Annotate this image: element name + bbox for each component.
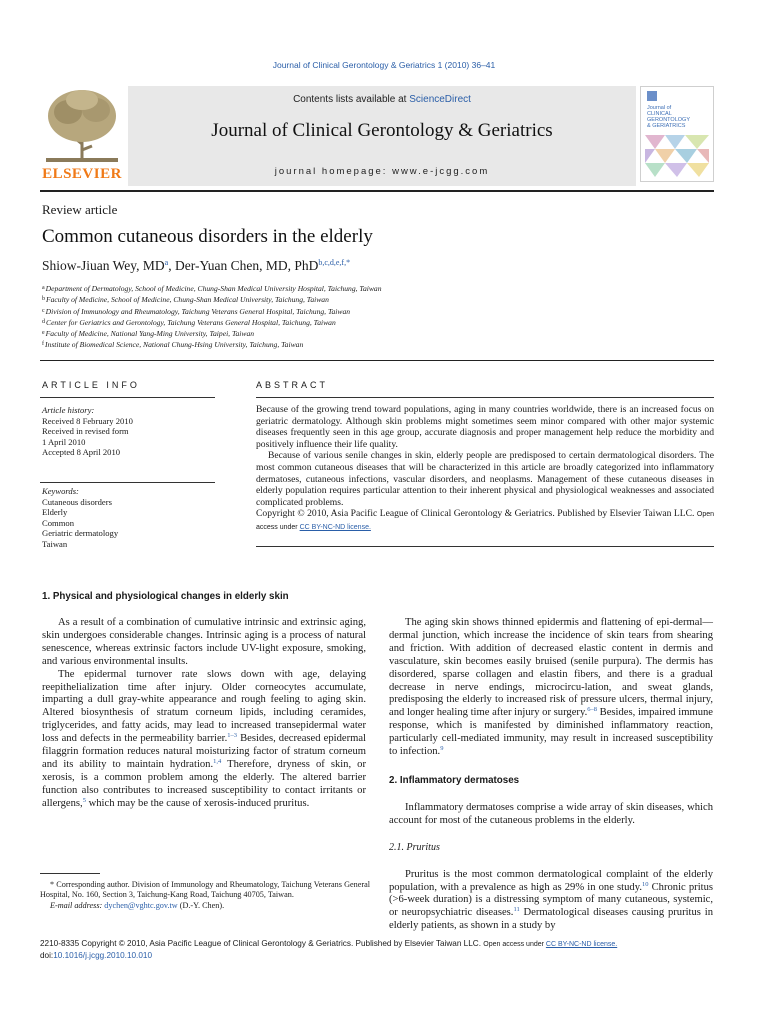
citation-ref[interactable]: 1–3 bbox=[227, 732, 238, 740]
publisher-name: ELSEVIER bbox=[42, 166, 122, 182]
affiliation-item: $^b$Faculty of Medicine, School of Medicine, Chung-Shan Medical University, Taichung, Taiwan bbox=[42, 295, 329, 305]
citation-ref[interactable]: 1,4 bbox=[213, 757, 222, 765]
body-paragraph: The aging skin shows thinned epidermis and flattening of epi-dermal—dermal junction, which increase the incidence of skin tears from shearing and friction. With addition of decreased elastic content in dermis and vasculature, skin becomes easily bruised (senile purpura). The dermis has disordered, sparse collagen and elastin fibers, and there is a gradual decrease in nerve endings, microcircu-lation, and sweat glands, predisposing the elderly to increased risk of pressure ulcers, thermal injury, and longer healing time after injury or surgery.$^{6-8}$ Besides, impaired immune response, which is manifested by diminished inflammatory reaction, particularly cell-mediated immunity, may result in increased susceptibility to infection.$^9$ bbox=[389, 617, 714, 758]
body-paragraph: Pruritus is the most common dermatological complaint of the elderly population, with a prevalence as high as 29% in one study.$^{10}$ Chronic pritus (>6-week duration) is a distressing symptom of many cutaneous, systemic, or neuropsychiatric diseases.$^{11}$ Dermatological diseases causing pruritus in elderly patients, as shown in a study by bbox=[389, 868, 713, 932]
footnote-rule bbox=[40, 873, 100, 874]
keyword: Geriatric dermatology bbox=[42, 528, 119, 539]
keyword: Common bbox=[42, 517, 74, 528]
citation-ref[interactable]: 10 bbox=[641, 880, 649, 888]
abstract-rule-bottom bbox=[256, 546, 714, 547]
affiliations bbox=[42, 283, 382, 351]
article-info-rule bbox=[40, 397, 215, 398]
affiliation-item: $^c$Division of Immunology and Rheumatology, Taichung Veterans General Hospital, Taichung, Taiwan bbox=[42, 306, 351, 316]
author-list: Shiow-Jiuan Wey, $MD^a$, Der-Yuan Chen, MD, PhD$^{b,c,d,e,f,*}$ bbox=[42, 258, 351, 273]
abstract-paragraph: Because of the growing trend toward populations, aging in many countries worldwide, there is an increased focus on geriatric dermatology. Although skin problems might sometimes seem minor compared with other major systemic diseases frequently seen in this age group, accurate diagnosis and proper management help reduce the morbidity and positively influence their life quality. bbox=[256, 404, 714, 450]
keywords-rule bbox=[40, 482, 215, 483]
journal-banner bbox=[128, 86, 636, 186]
journal-reference[interactable]: Journal of Clinical Gerontology & Geriatrics 1 (2010) 36–41 bbox=[272, 60, 496, 70]
tree-logo-icon bbox=[40, 86, 124, 164]
contents-prefix: Contents lists available at bbox=[293, 94, 410, 105]
cover-title: Journal of CLINICAL GERONTOLOGY & GERIATRICS bbox=[647, 105, 690, 129]
author-name[interactable]: Shiow-Jiuan Wey, MD bbox=[42, 258, 165, 273]
email-link[interactable]: dychen@vghtc.gov.tw bbox=[104, 900, 178, 910]
section-heading-2: 2. Inflammatory dermatoses bbox=[389, 774, 520, 786]
page-footer: 2210-8335 Copyright © 2010, Asia Pacific League of Clinical Gerontology & Geriatrics. Published by Elsevier Taiwan LLC. Open access under CC BY-NC-ND license. doi:10.1016/j.jcgg.2010.10.010 bbox=[40, 939, 618, 960]
section-heading-1: 1. Physical and physiological changes in elderly skin bbox=[42, 591, 289, 602]
citation-ref[interactable]: 9 bbox=[440, 745, 444, 753]
body-paragraph: The epidermal turnover rate slows down with age, delaying reepithelialization time after injury. Older corneocytes accumulate, imparting a dull gray-white appearance and rough feeling to aging skin. Altered biosynthesis of stratum corneum lipids, including ceramides, triglycerides, and fatty acids, may lead to increased transepidermal water loss and defects in the permeability barrier.$^{1-3}$ Besides, decreased epidermal filaggrin formation reduces natural moisturizing factor of stratum corneum and its ability to maintain hydration.$^{1,4}$ Therefore, dryness of skin, or xerosis, is a common problem among the elderly. The altered barrier function also contributes to increased susceptibility to contact irritants or allergens,$^5$ which may be the cause of xerosis-induced pruritus. bbox=[42, 668, 366, 809]
affiliation-item: $^e$Faculty of Medicine, National Yang-Ming University, Taipei, Taiwan bbox=[42, 329, 255, 339]
keyword: Cutaneous disorders bbox=[42, 496, 112, 507]
footer-license-link[interactable]: CC BY-NC-ND license. bbox=[545, 941, 618, 948]
doi-link[interactable]: 10.1016/j.jcgg.2010.10.010 bbox=[53, 951, 152, 960]
abstract-rule-top bbox=[256, 397, 714, 398]
elsevier-logo bbox=[40, 86, 124, 182]
header-divider bbox=[40, 190, 714, 192]
affiliation-item: $^a$Department of Dermatology, School of Medicine, Chung-Shan Medical University Hospital, Taichung, Taiwan bbox=[42, 284, 382, 293]
body-paragraph: Inflammatory dermatoses comprise a wide array of skin diseases, which account for most of the cutaneous problems in the elderly. bbox=[389, 801, 713, 826]
article-info-heading: ARTICLE INFO bbox=[42, 380, 140, 390]
cover-mosaic-icon bbox=[645, 135, 709, 177]
author-name[interactable]: Der-Yuan Chen, MD, PhD bbox=[174, 258, 319, 273]
affiliation-item: $^f$Institute of Biomedical Science, National Chung-Hsing University, Taichung, Taiwan bbox=[42, 340, 304, 350]
abstract-copyright: Copyright © 2010, Asia Pacific League of Clinical Gerontology & Geriatrics. Published by Elsevier Taiwan LLC. Open access under CC BY-NC-ND license. bbox=[256, 508, 714, 531]
info-divider bbox=[40, 360, 714, 361]
contents-line bbox=[128, 94, 636, 105]
left-column-body bbox=[42, 617, 366, 811]
keywords: Keywords: Cutaneous disorders Elderly Common Geriatric dermatology Taiwan bbox=[42, 486, 119, 549]
license-link[interactable]: CC BY-NC-ND license. bbox=[299, 523, 371, 531]
journal-title: Journal of Clinical Gerontology & Geriatrics bbox=[211, 120, 553, 141]
cover-emblem-icon bbox=[647, 91, 657, 101]
corresponding-author-footnote: * Corresponding author. Division of Immunology and Rheumatology, Taichung Veterans General Hospital, No. 160, Section 3, Taichung-Kang Road, Taichung 40705, Taiwan. E-mail address: dychen@vghtc.gov.tw (D.-Y. Chen). bbox=[40, 880, 370, 910]
affiliation-ref[interactable]: b,c,d,e,f,* bbox=[318, 258, 351, 267]
citation-ref[interactable]: 5 bbox=[82, 796, 86, 804]
abstract-heading: ABSTRACT bbox=[256, 380, 329, 390]
article-type: Review article bbox=[42, 202, 118, 217]
journal-homepage[interactable]: journal homepage: www.e-jcgg.com bbox=[274, 166, 490, 177]
abstract-body bbox=[256, 404, 714, 534]
citation-ref[interactable]: 11 bbox=[513, 906, 520, 914]
article-title: Common cutaneous disorders in the elderly bbox=[42, 226, 373, 247]
sciencedirect-link[interactable]: ScienceDirect bbox=[409, 94, 471, 105]
citation-ref[interactable]: 6–8 bbox=[587, 706, 597, 714]
affiliation-ref[interactable]: a bbox=[164, 258, 169, 267]
right-column-body bbox=[389, 617, 713, 933]
keyword: Elderly bbox=[42, 507, 68, 518]
abstract-paragraph: Because of various senile changes in skin, elderly people are predisposed to certain dermatological disorders. The most common cutaneous diseases that will be characterized in this article are broadly categorized into inflammatory dermatoses, cutaneous infections, vascular disorders, and neoplasms. Management of these cutaneous diseases in elderly population requires particular attention to their inherent physical and physiological weaknesses and associated complicated problems. bbox=[256, 450, 714, 508]
corresponding-star: * bbox=[346, 258, 351, 267]
body-paragraph: As a result of a combination of cumulative intrinsic and extrinsic aging, skin undergoes considerable changes. Intrinsic aging is a process of natural senescence, whereas extrinsic factors include UV-light exposure, smoking, and various environmental insults. bbox=[42, 617, 366, 667]
keyword: Taiwan bbox=[42, 538, 68, 549]
journal-cover-thumbnail bbox=[640, 86, 714, 182]
affiliation-item: $^d$Center for Geriatrics and Gerontology, Taichung Veterans General Hospital, Taichung, Taiwan bbox=[42, 317, 336, 327]
subsection-heading: 2.1. Pruritus bbox=[389, 841, 440, 853]
article-history: Article history: Received 8 February 2010 Received in revised form 1 April 2010 Accepted 8 April 2010 bbox=[42, 405, 133, 458]
